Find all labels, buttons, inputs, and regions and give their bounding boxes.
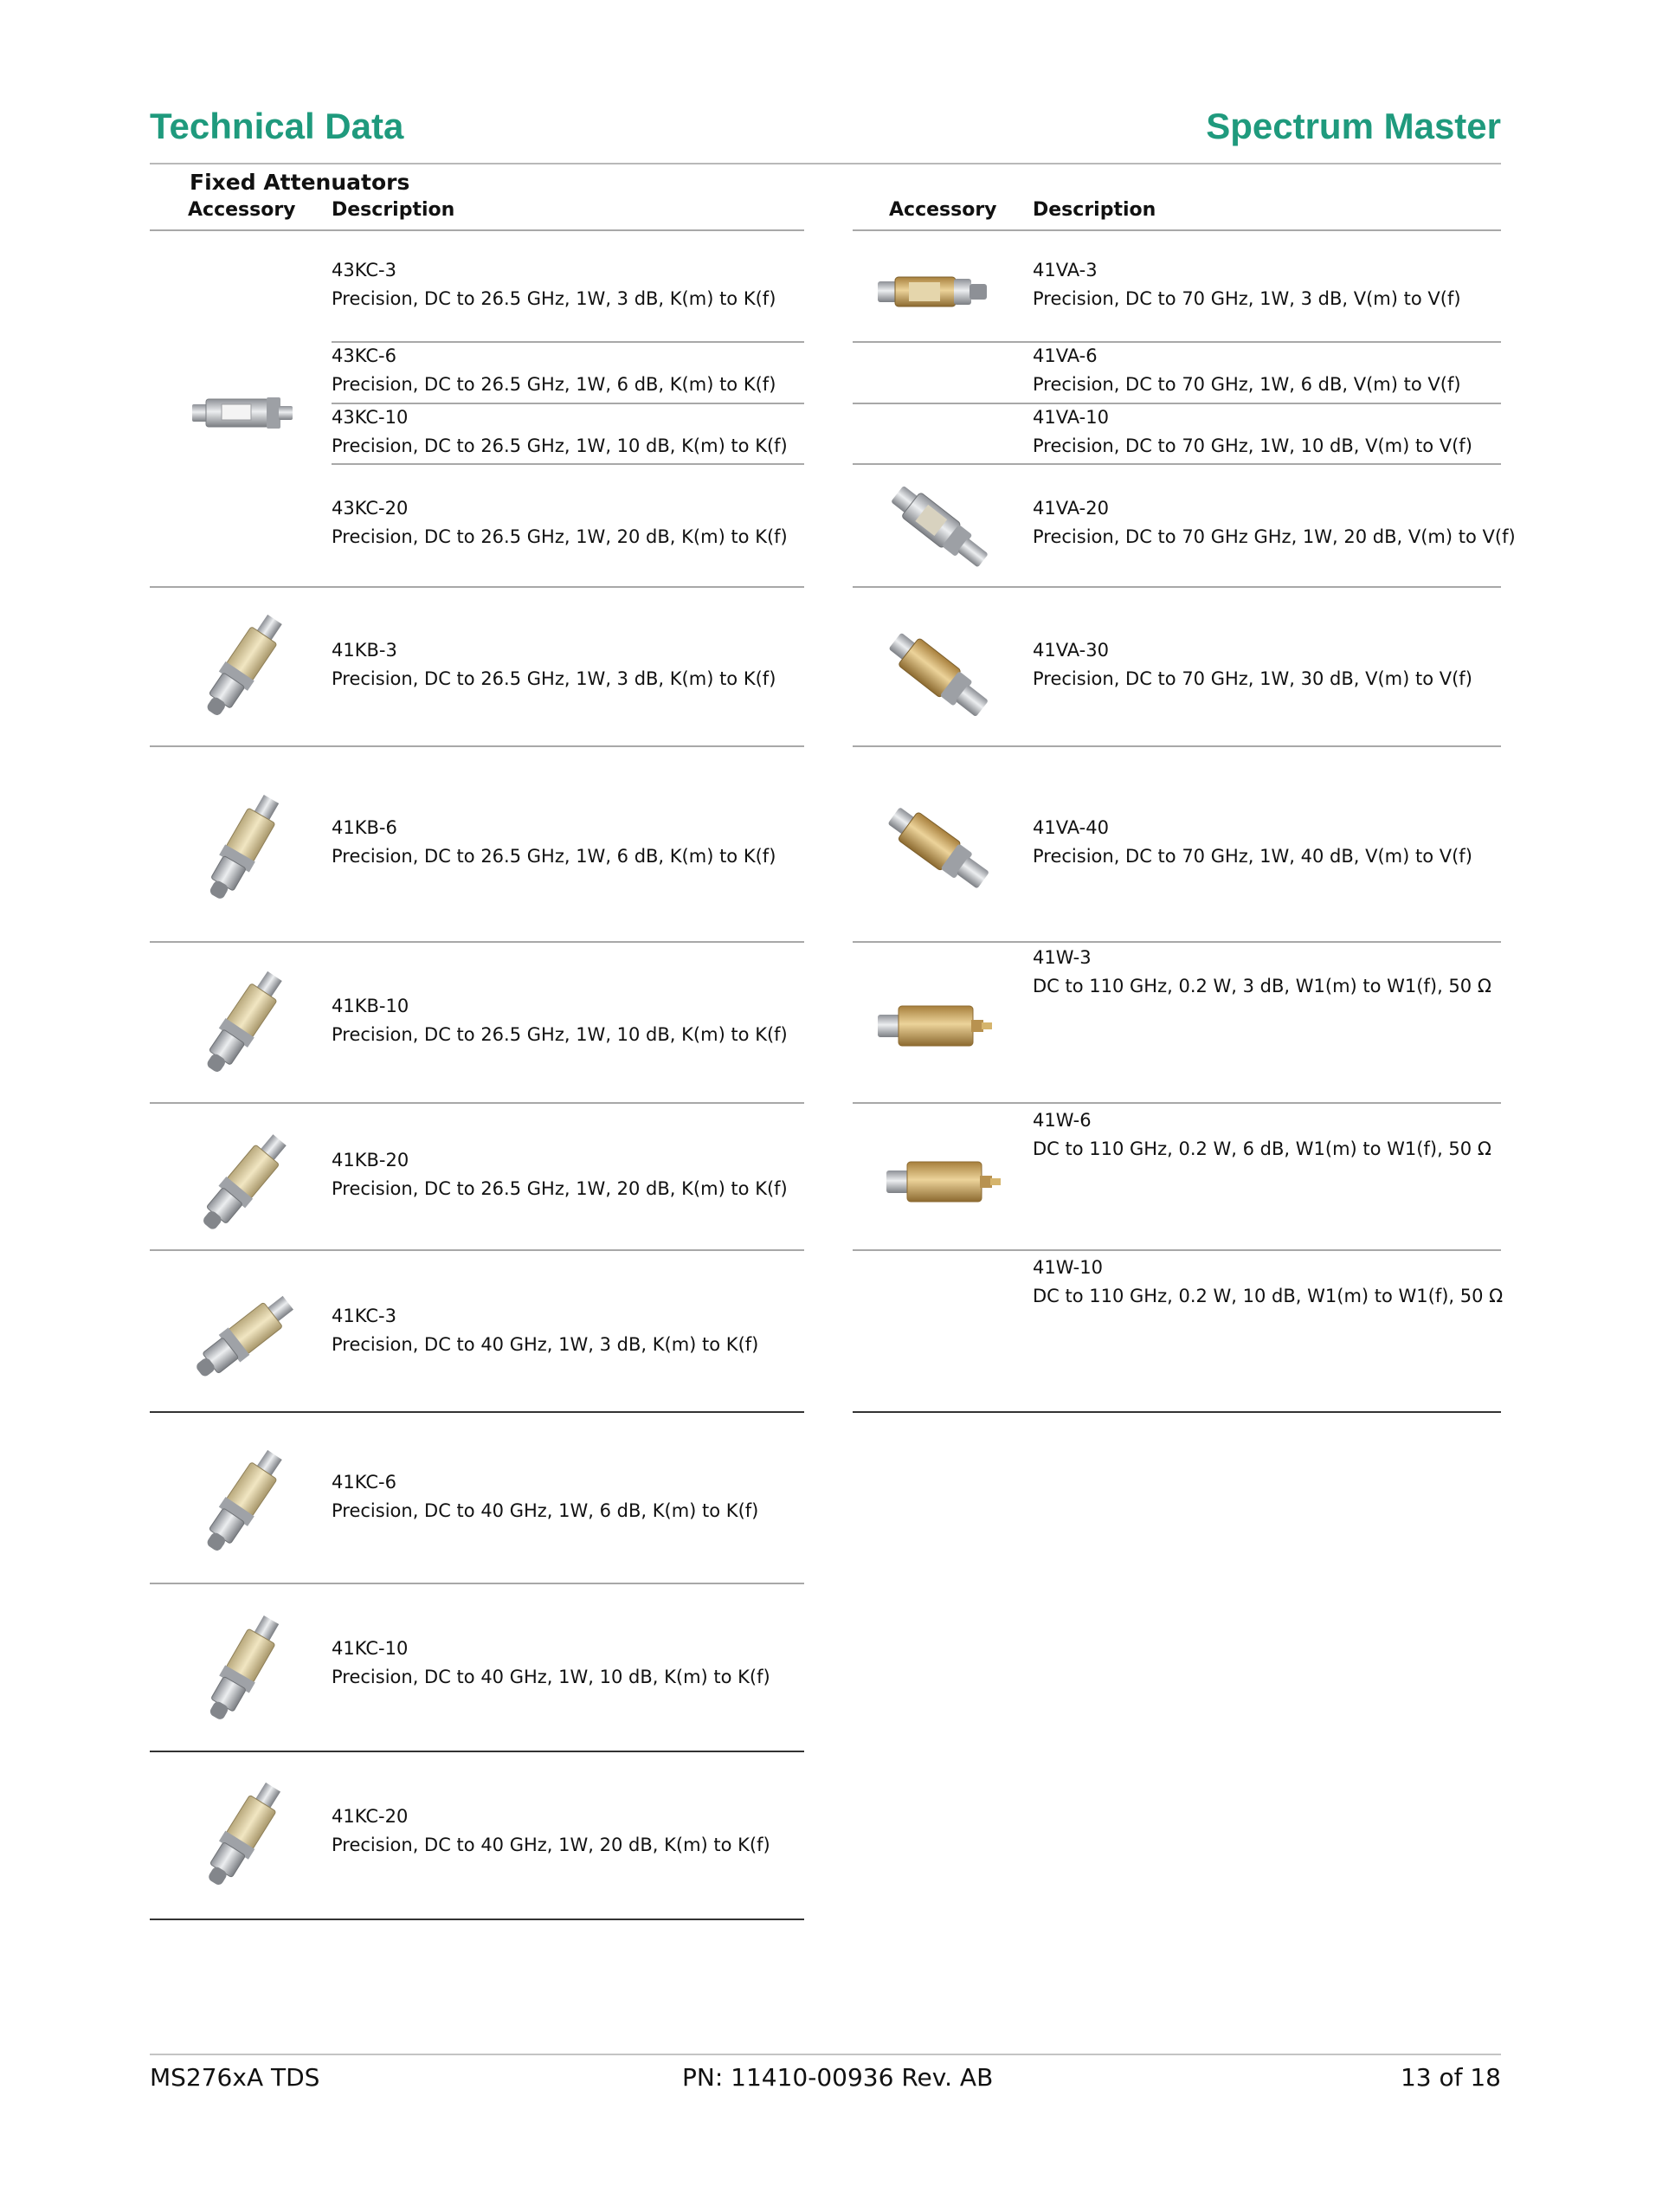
left-row-1 bbox=[332, 256, 776, 313]
item-code: 43KC-6 bbox=[332, 345, 396, 366]
item-description: Precision, DC to 70 GHz, 1W, 40 dB, V(m) to V(f) bbox=[1033, 846, 1472, 867]
left-row-divider bbox=[150, 941, 804, 943]
item-code: 41KB-20 bbox=[332, 1150, 409, 1170]
item-description: Precision, DC to 40 GHz, 1W, 10 dB, K(m) to K(f) bbox=[332, 1667, 770, 1687]
left-col-description-header: Description bbox=[332, 199, 455, 221]
item-code: 43KC-10 bbox=[332, 407, 409, 428]
footer-part-number: PN: 11410-00936 Rev. AB bbox=[682, 2063, 994, 2092]
item-code: 41KB-6 bbox=[332, 817, 397, 838]
item-code: 41KB-3 bbox=[332, 640, 397, 661]
item-code: 41KC-10 bbox=[332, 1638, 409, 1659]
right-header-rule bbox=[853, 229, 1501, 231]
section-title: Fixed Attenuators bbox=[190, 170, 410, 195]
left-row-10 bbox=[332, 1468, 758, 1525]
left-row-8 bbox=[332, 1146, 788, 1203]
item-description: Precision, DC to 26.5 GHz, 1W, 3 dB, K(m) to K(f) bbox=[332, 668, 776, 689]
right-row-2 bbox=[1033, 342, 1461, 399]
item-description: Precision, DC to 26.5 GHz, 1W, 10 dB, K(m) to K(f) bbox=[332, 1024, 788, 1045]
item-code: 41KC-20 bbox=[332, 1806, 409, 1827]
left-row-4 bbox=[332, 494, 788, 551]
item-description: DC to 110 GHz, 0.2 W, 6 dB, W1(m) to W1(f), 50 Ω bbox=[1033, 1138, 1491, 1159]
item-description: DC to 110 GHz, 0.2 W, 10 dB, W1(m) to W1(f), 50 Ω bbox=[1033, 1286, 1504, 1306]
attenuator-gold-label-icon bbox=[182, 606, 303, 729]
item-description: Precision, DC to 26.5 GHz, 1W, 6 dB, K(m) to K(f) bbox=[332, 374, 776, 395]
right-row-9 bbox=[1033, 1254, 1503, 1311]
item-code: 41VA-3 bbox=[1033, 260, 1098, 281]
right-row-4 bbox=[1033, 494, 1516, 551]
attenuator-gold-icon bbox=[874, 796, 1004, 900]
left-row-divider bbox=[150, 1751, 804, 1752]
item-code: 43KC-20 bbox=[332, 498, 409, 519]
left-row-divider bbox=[150, 1919, 804, 1920]
right-row-divider bbox=[853, 745, 1501, 747]
item-code: 41VA-10 bbox=[1033, 407, 1109, 428]
item-code: 43KC-3 bbox=[332, 260, 396, 281]
right-row-7 bbox=[1033, 944, 1491, 1001]
attenuator-gold-icon bbox=[874, 623, 1004, 727]
left-row-divider bbox=[150, 745, 804, 747]
item-description: Precision, DC to 26.5 GHz, 1W, 10 dB, K(m) to K(f) bbox=[332, 435, 788, 456]
attenuator-silver-icon bbox=[189, 385, 297, 442]
left-row-3 bbox=[332, 403, 788, 461]
footer-page-number: 13 of 18 bbox=[1400, 2063, 1501, 2092]
page-header-right: Spectrum Master bbox=[1206, 106, 1501, 146]
footer-divider bbox=[150, 2054, 1501, 2055]
item-description: DC to 110 GHz, 0.2 W, 3 dB, W1(m) to W1(f), 50 Ω bbox=[1033, 976, 1491, 996]
item-description: Precision, DC to 40 GHz, 1W, 20 dB, K(m) to K(f) bbox=[332, 1835, 770, 1855]
item-code: 41W-3 bbox=[1033, 947, 1092, 968]
item-description: Precision, DC to 70 GHz, 1W, 10 dB, V(m) to V(f) bbox=[1033, 435, 1472, 456]
footer-doc-name: MS276xA TDS bbox=[150, 2063, 320, 2092]
right-row-8 bbox=[1033, 1106, 1491, 1164]
right-row-5 bbox=[1033, 636, 1472, 693]
left-row-5 bbox=[332, 636, 776, 693]
left-row-divider bbox=[150, 1249, 804, 1251]
attenuator-gold-label-icon bbox=[182, 963, 303, 1086]
header-divider bbox=[150, 163, 1501, 164]
attenuator-gold-label-icon bbox=[182, 1609, 303, 1732]
left-row-2 bbox=[332, 342, 776, 399]
item-description: Precision, DC to 26.5 GHz, 1W, 3 dB, K(m) to K(f) bbox=[332, 288, 776, 309]
item-code: 41KC-6 bbox=[332, 1472, 396, 1493]
item-description: Precision, DC to 26.5 GHz, 1W, 20 dB, K(m) to K(f) bbox=[332, 1178, 788, 1199]
right-row-1 bbox=[1033, 256, 1461, 313]
attenuator-gold-label-icon bbox=[177, 1277, 307, 1400]
item-description: Precision, DC to 26.5 GHz, 1W, 6 dB, K(m) to K(f) bbox=[332, 846, 776, 867]
item-code: 41VA-40 bbox=[1033, 817, 1109, 838]
left-row-7 bbox=[332, 992, 788, 1049]
attenuator-brass-icon bbox=[874, 268, 991, 316]
left-header-rule bbox=[150, 229, 804, 231]
left-row-divider bbox=[150, 1411, 804, 1413]
attenuator-gold-label-icon bbox=[182, 1123, 303, 1246]
attenuator-gold-w1-icon bbox=[874, 996, 995, 1056]
item-description: Precision, DC to 70 GHz, 1W, 30 dB, V(m) to V(f) bbox=[1033, 668, 1472, 689]
attenuator-silver-icon bbox=[876, 481, 1006, 577]
item-description: Precision, DC to 40 GHz, 1W, 6 dB, K(m) to K(f) bbox=[332, 1500, 759, 1521]
left-row-divider bbox=[150, 1102, 804, 1104]
left-row-9 bbox=[332, 1302, 758, 1359]
item-code: 41VA-6 bbox=[1033, 345, 1098, 366]
right-row-divider bbox=[853, 586, 1501, 588]
item-code: 41KB-10 bbox=[332, 996, 409, 1016]
item-description: Precision, DC to 70 GHz GHz, 1W, 20 dB, V(m) to V(f) bbox=[1033, 526, 1516, 547]
right-row-3 bbox=[1033, 403, 1472, 461]
right-row-divider bbox=[853, 1102, 1501, 1104]
attenuator-gold-label-icon bbox=[182, 1441, 303, 1564]
right-col-accessory-header: Accessory bbox=[889, 199, 997, 221]
item-description: Precision, DC to 26.5 GHz, 1W, 20 dB, K(m) to K(f) bbox=[332, 526, 788, 547]
right-row-divider bbox=[853, 1411, 1501, 1413]
attenuator-gold-w1-icon bbox=[883, 1151, 1004, 1212]
right-row-divider bbox=[853, 463, 1501, 465]
left-row-12 bbox=[332, 1802, 770, 1860]
left-col-accessory-header: Accessory bbox=[188, 199, 296, 221]
attenuator-gold-label-icon bbox=[182, 1775, 303, 1898]
right-col-description-header: Description bbox=[1033, 199, 1156, 221]
item-description: Precision, DC to 70 GHz, 1W, 6 dB, V(m) to V(f) bbox=[1033, 374, 1461, 395]
item-code: 41W-6 bbox=[1033, 1110, 1092, 1131]
left-row-11 bbox=[332, 1635, 770, 1692]
item-description: Precision, DC to 40 GHz, 1W, 3 dB, K(m) to K(f) bbox=[332, 1334, 759, 1355]
item-code: 41W-10 bbox=[1033, 1257, 1103, 1278]
right-row-6 bbox=[1033, 814, 1472, 871]
attenuator-gold-label-icon bbox=[182, 788, 303, 911]
left-row-divider bbox=[150, 1583, 804, 1584]
item-code: 41VA-20 bbox=[1033, 498, 1109, 519]
page-header-left: Technical Data bbox=[150, 106, 404, 146]
item-code: 41KC-3 bbox=[332, 1306, 396, 1326]
left-row-6 bbox=[332, 814, 776, 871]
right-row-divider bbox=[853, 941, 1501, 943]
left-row-divider bbox=[332, 463, 804, 465]
item-description: Precision, DC to 70 GHz, 1W, 3 dB, V(m) to V(f) bbox=[1033, 288, 1461, 309]
item-code: 41VA-30 bbox=[1033, 640, 1109, 661]
right-row-divider bbox=[853, 1249, 1501, 1251]
left-row-divider bbox=[150, 586, 804, 588]
